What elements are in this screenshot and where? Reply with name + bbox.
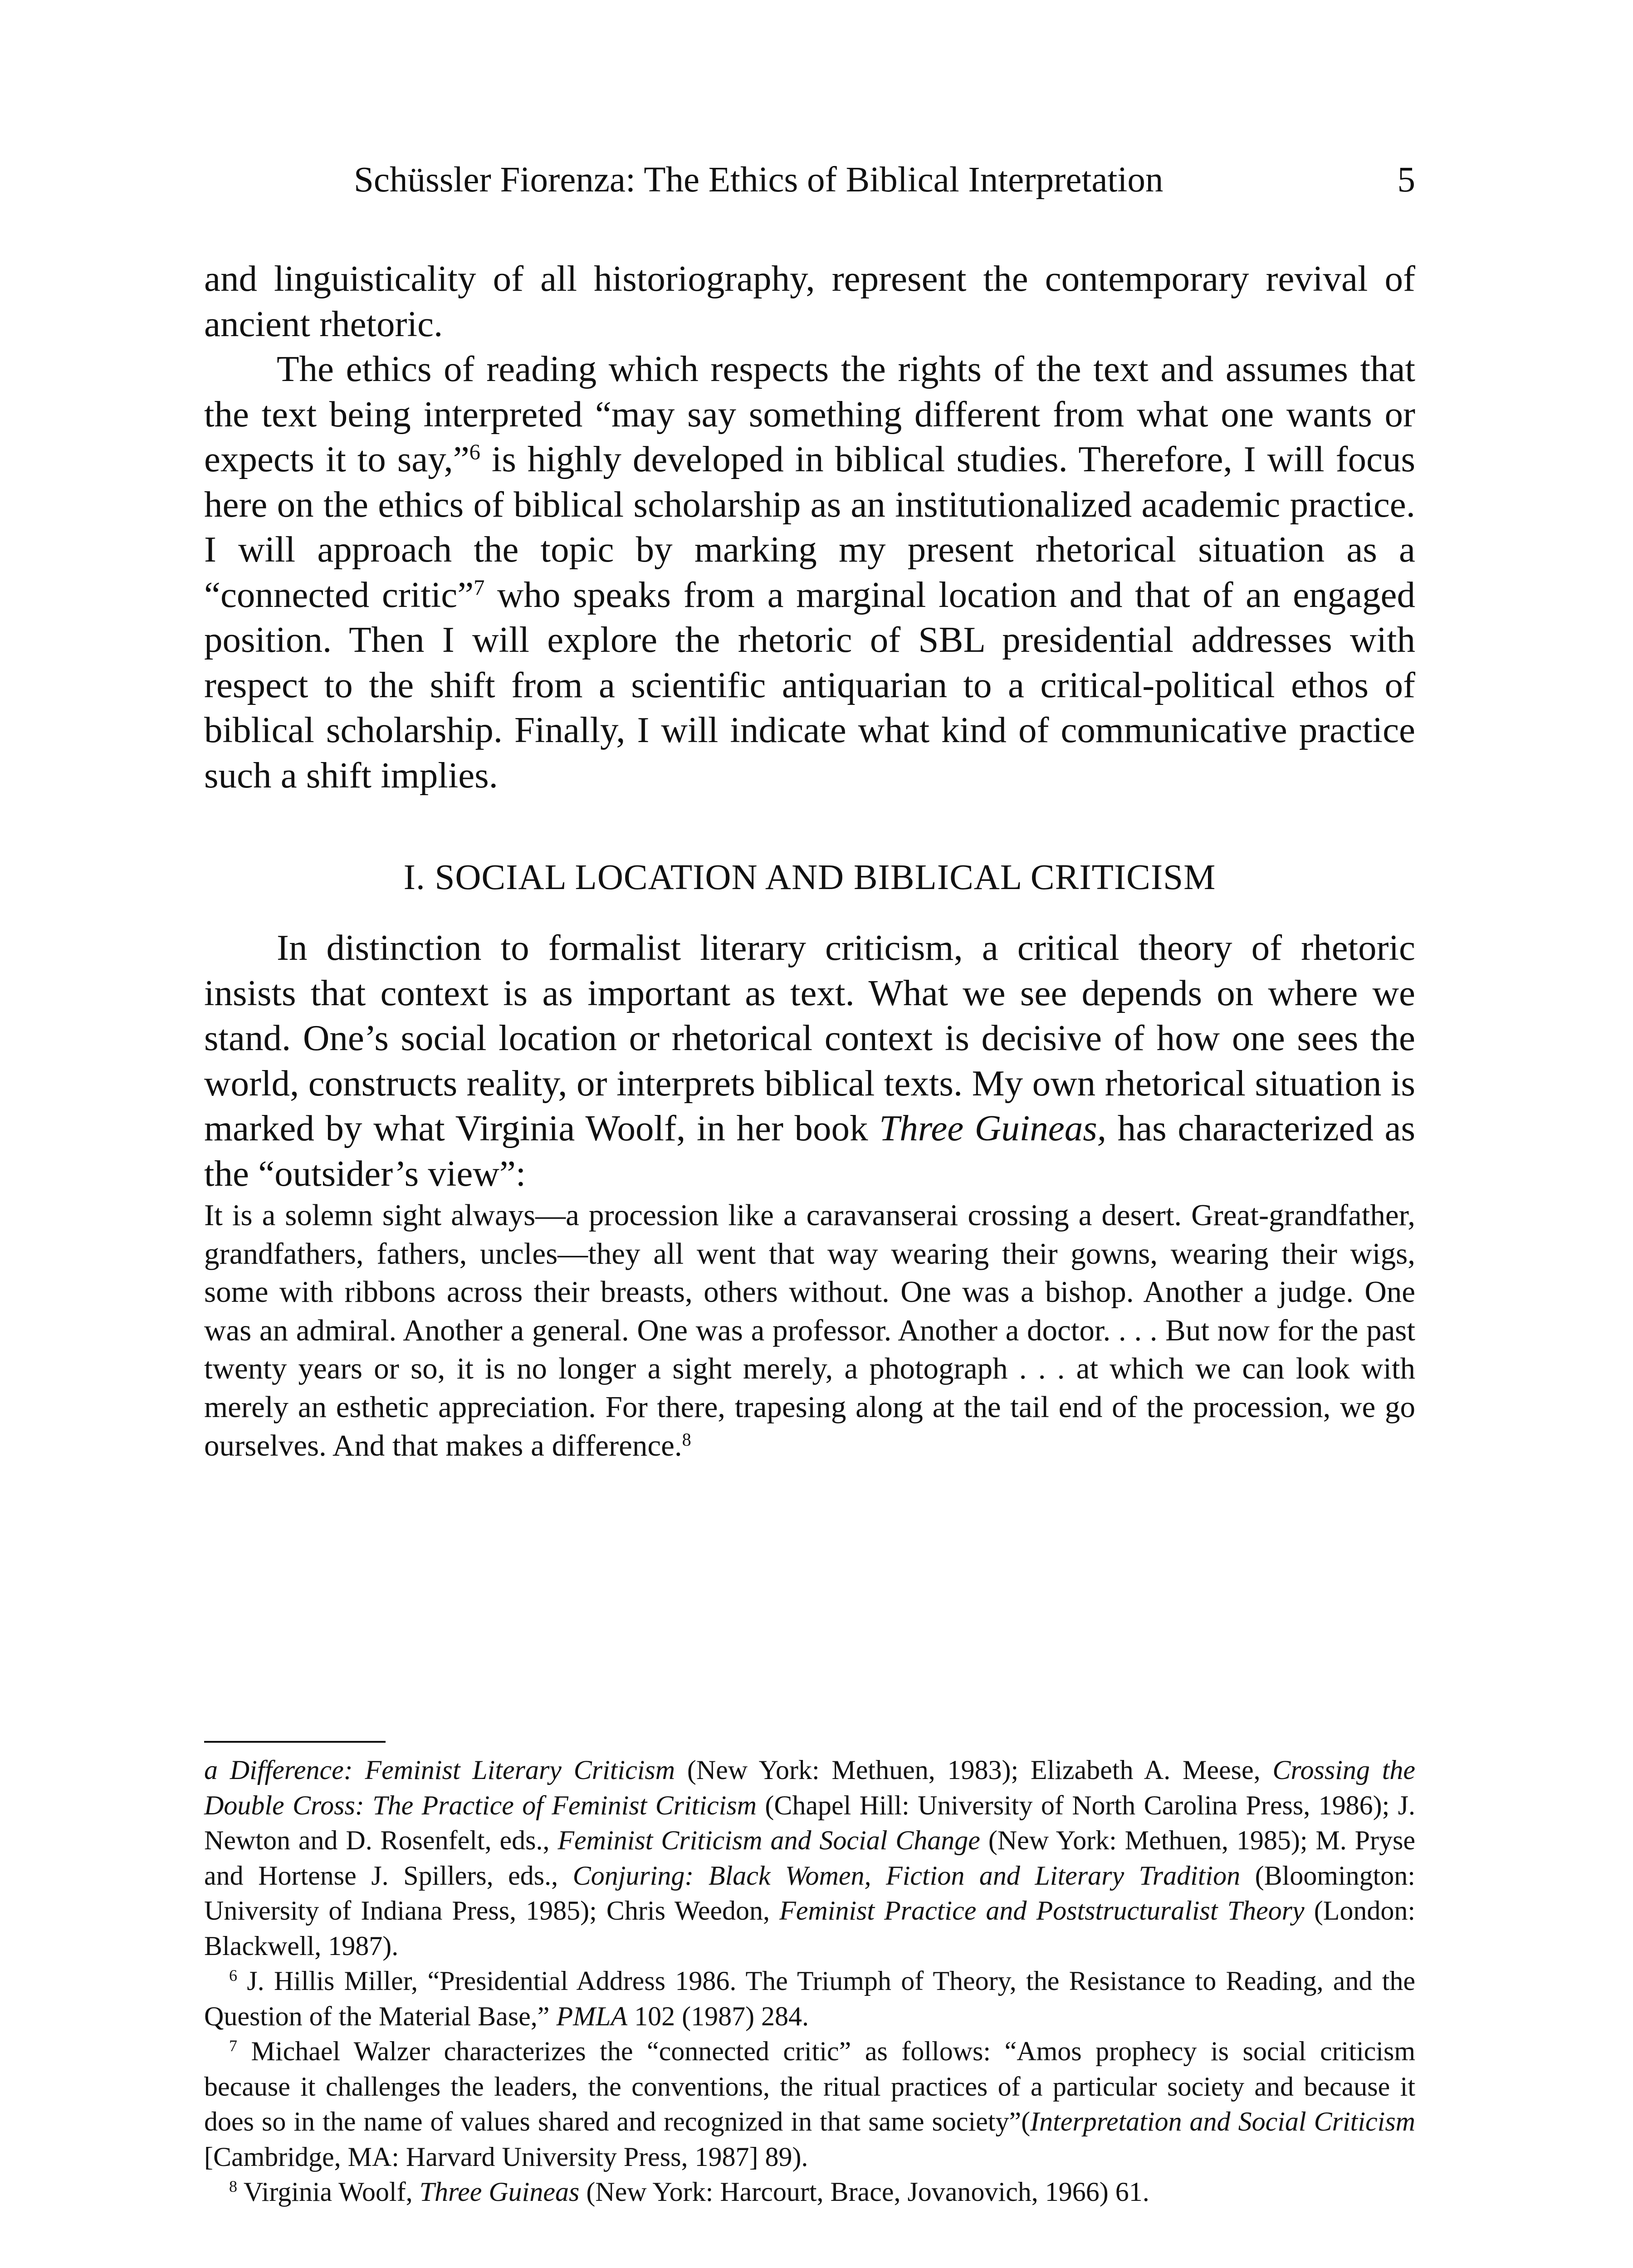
running-head [204,160,1415,200]
footnote-italic: PMLA [556,2001,628,2031]
footnote-number: 6 [229,1966,237,1985]
footnote-italic: Interpretation and Social Criticism [1030,2107,1416,2136]
quotation-text: It is a solemn sight always—a procession like a caravanserai crossing a desert. Great-grandfather, grandfathers, fathers, uncles—they all went that way wearing their gowns, wearing their wigs, some with ribbons across their breasts, others without. One was a bishop. Another a judge. One was an admiral. Another a general. One was a professor. Another a doctor. . . . But now for the past twenty years or so, it is no longer a sight merely, a photograph . . . at which we can look with merely an esthetic appreciation. For there, trapesing along at the tail end of the procession, we go ourselves. And that makes a difference. [204,1198,1415,1462]
paragraph-text: has characterized as the “outsider’s view”: [204,1108,1415,1194]
paragraph-continuation [204,256,1415,347]
footnote-text: J. Hillis Miller, “Presidential Address 1986. The Triumph of Theory, the Resistance to Reading, and the Question of the Material Base,” [204,1966,1415,2031]
footnote-text: [Cambridge, MA: Harvard University Press, 1987] 89). [204,2141,808,2172]
paragraph-ethics-of-reading [204,347,1415,798]
paragraph-continuation-text: and linguisticality of all historiography, represent the contemporary revival of ancient rhetoric. [204,258,1415,344]
article-body [204,256,1415,1465]
footnote-text: (London: Blackwell, 1987). [204,1896,1416,1961]
footnote-text: Michael Walzer characterizes the “connected critic” as follows: “Amos prophecy is social criticism because it challenges the leaders, the conventions, the ritual practices of a particular society and because it does so in the name of values shared and recognized in that same society”( [204,2036,1415,2136]
footnote-ref-6: 6 [469,440,480,464]
footnote-continuation [204,1753,1415,1964]
footnote-text: (Bloomington: University of Indiana Press, 1985); Chris Weedon, [204,1860,1415,1926]
section-heading: I. SOCIAL LOCATION AND BIBLICAL CRITICISM [403,858,1216,897]
paragraph-text: In distinction to formalist literary criticism, a critical theory of rhetoric insists that context is as important as text. What we see depends on where we stand. One’s social location or rhetorical context is decisive of how one sees the world, constructs reality, or interprets biblical texts. My own rhetorical situation is marked by what Virginia Woolf, in her book [204,927,1415,1149]
footnote-text: (Chapel Hill: University of North Carolina Press, 1986); J. Newton and D. Rosenfelt, eds., [204,1790,1416,1855]
running-title: Schüssler Fiorenza: The Ethics of Biblical Interpretation [354,160,1164,200]
footnote-number: 8 [229,2177,237,2196]
footnote-7 [204,2034,1415,2175]
footnote-text: (New York: Methuen, 1983); Elizabeth A. Meese, [675,1755,1273,1785]
footnote-italic: Feminist Criticism and Social Change [557,1825,980,1855]
footnote-ref-8: 8 [682,1429,691,1450]
book-title-italic: Three Guineas, [879,1108,1107,1149]
block-quotation [204,1196,1415,1465]
footnotes [204,1753,1415,2210]
footnote-6 [204,1964,1415,2034]
footnote-text: (New York: Harcourt, Brace, Jovanovich, 1966) 61. [579,2177,1149,2207]
paragraph-text: who speaks from a marginal location and that of an engaged position. Then I will explore the rhetoric of SBL presidential addresses with respect to the shift from a scientific antiquarian to a critical-political ethos of biblical scholarship. Finally, I will indicate what kind of communicative practice such a shift implies. [204,574,1415,796]
footnote-text: Virginia Woolf, [237,2177,420,2207]
footnote-text: (New York: Methuen, 1985); M. Pryse and Hortense J. Spillers, eds., [204,1825,1416,1891]
footnote-8 [204,2175,1415,2210]
page-number: 5 [1397,160,1415,200]
footnote-italic: Crossing the Double Cross: The Practice of Feminist Criticism [204,1755,1415,1820]
footnote-italic: Conjuring: Black Women, Fiction and Literary Tradition [572,1860,1241,1891]
paragraph-text: The ethics of reading which respects the rights of the text and assumes that the text being interpreted “may say something different from what one wants or expects it to say,” [204,348,1415,479]
footnote-italic: a Difference: Feminist Literary Criticism [204,1755,675,1785]
footnote-italic: Feminist Practice and Poststructuralist Theory [779,1896,1305,1926]
footnote-number: 7 [229,2037,237,2055]
footnote-italic: Three Guineas [419,2177,580,2207]
paragraph-text: is highly developed in biblical studies. Therefore, I will focus here on the ethics of biblical scholarship as an institutionalized academic practice. I will approach the topic by marking my present rhetorical situation as a “connected critic” [204,439,1416,615]
paragraph-social-location [204,925,1415,1196]
footnote-text: 102 (1987) 284. [627,2001,809,2031]
footnote-ref-7: 7 [474,575,485,600]
footnote-divider [204,1741,386,1743]
